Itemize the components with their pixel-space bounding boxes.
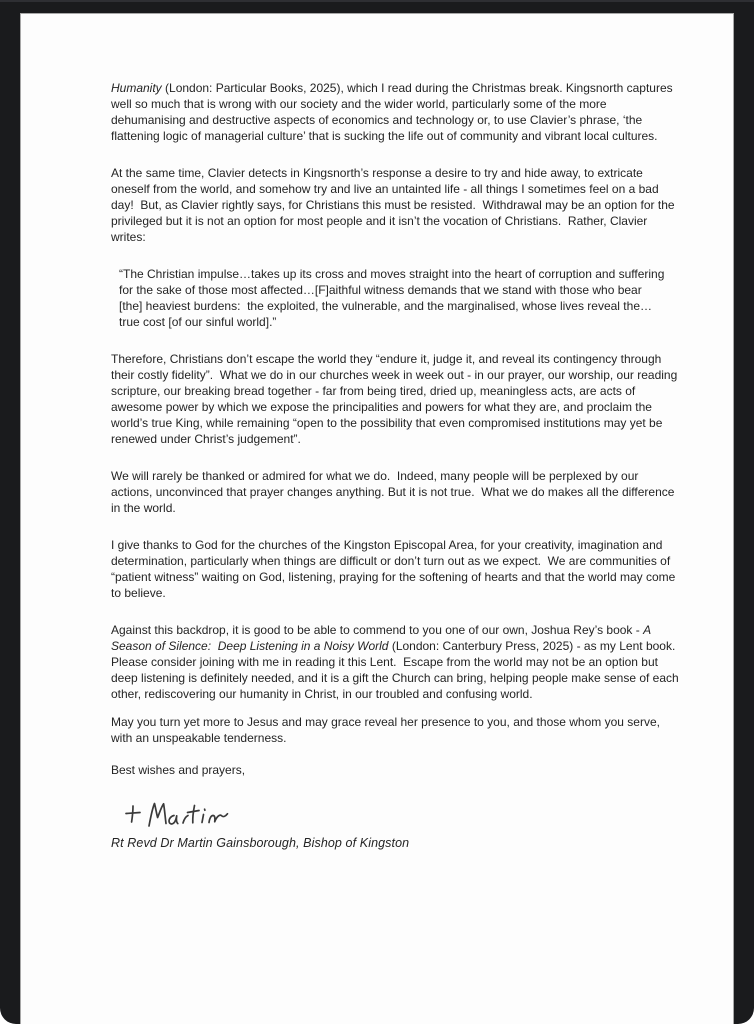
signature-handwriting-icon bbox=[125, 799, 229, 835]
paragraph bbox=[111, 468, 681, 516]
letter-page bbox=[20, 13, 734, 1024]
text-segment: (London: Canterbury Press, 2025) - as my Lent book. Please consider joining with me in reading it this Lent. Escape from the world may not be an option but deep listening is definitely needed, and it is a gift the Church can bring, helping people make sense of each other, rediscovering our humanity in Christ, in our troubled and confusing world. bbox=[111, 639, 683, 701]
closing-line: Best wishes and prayers, bbox=[111, 763, 246, 777]
signoff-line: Rt Revd Dr Martin Gainsborough, Bishop of Kingston bbox=[111, 836, 410, 850]
text-segment: At the same time, Clavier detects in Kingsnorth’s response a desire to try and hide away, to extricate oneself from the world, and somehow try and live an untainted life - all things I sometimes feel on a bad day! But, as Clavier rightly says, for Christians this must be resisted. Withdrawal may be an option for the privileged but it is not an option for most people and it isn’t the vocation of Christians. Rather, Clavier writes: bbox=[111, 166, 678, 244]
paragraph bbox=[111, 351, 681, 447]
text-segment: I give thanks to God for the churches of the Kingston Episcopal Area, for your creativity, imagination and determination, particularly when things are difficult or don’t turn out as we expect. We are communities of “patient witness” waiting on God, listening, praying for the softening of hearts and that the world may come to believe. bbox=[111, 538, 679, 600]
signature bbox=[125, 799, 681, 835]
text-segment: May you turn yet more to Jesus and may grace reveal her presence to you, and those whom you serve, with an unspeakable tenderness. bbox=[111, 715, 664, 745]
text-segment: (London: Particular Books, 2025), which I read during the Christmas break. Kingsnorth captures well so much that is wrong with our society and the wider world, particularly some of the more dehumanising and destructive aspects of economics and technology or, to use Clavier’s phrase, ‘the flattening logic of managerial culture’ that is sucking the life out of community and vibrant local cultures. bbox=[111, 81, 676, 143]
paragraph bbox=[111, 622, 681, 702]
paragraph bbox=[111, 537, 681, 601]
letter-body bbox=[111, 80, 681, 746]
text-segment: We will rarely be thanked or admired for what we do. Indeed, many people will be perplexed by our actions, unconvinced that prayer changes anything. But it is not true. What we do makes all the difference in the world. bbox=[111, 469, 678, 515]
italic-text-segment: A Season of Silence: Deep Listening in a Noisy World bbox=[111, 623, 654, 653]
paragraph bbox=[111, 165, 681, 245]
quote-paragraph bbox=[119, 266, 668, 330]
text-segment: Therefore, Christians don’t escape the world they “endure it, judge it, and reveal its contingency through their costly fidelity”. What we do in our churches week in week out - in our prayer, our worship, our reading scripture, our breaking bread together - far from being tired, dried up, meaningless acts, are acts of awesome power by which we expose the principalities and powers for what they are, and proclaim the world’s true King, while remaining “open to the possibility that even compromised institutions may yet be renewed under Christ’s judgement”. bbox=[111, 352, 681, 446]
letter-content bbox=[21, 14, 733, 851]
text-segment: “The Christian impulse…takes up its cross and moves straight into the heart of corruption and suffering for the sake of those most affected…[F]aithful witness demands that we stand with those who bear [the] heaviest burdens: the exploited, the vulnerable, and the marginalised, whose lives reveal the…true cost [of our sinful world].” bbox=[119, 267, 668, 329]
paragraph bbox=[111, 714, 681, 746]
screen-top-edge bbox=[0, 0, 754, 2]
paragraph bbox=[111, 80, 681, 144]
text-segment: Against this backdrop, it is good to be able to commend to you one of our own, Joshua Rey’s book - bbox=[111, 623, 644, 637]
italic-text-segment: Humanity bbox=[111, 81, 162, 95]
